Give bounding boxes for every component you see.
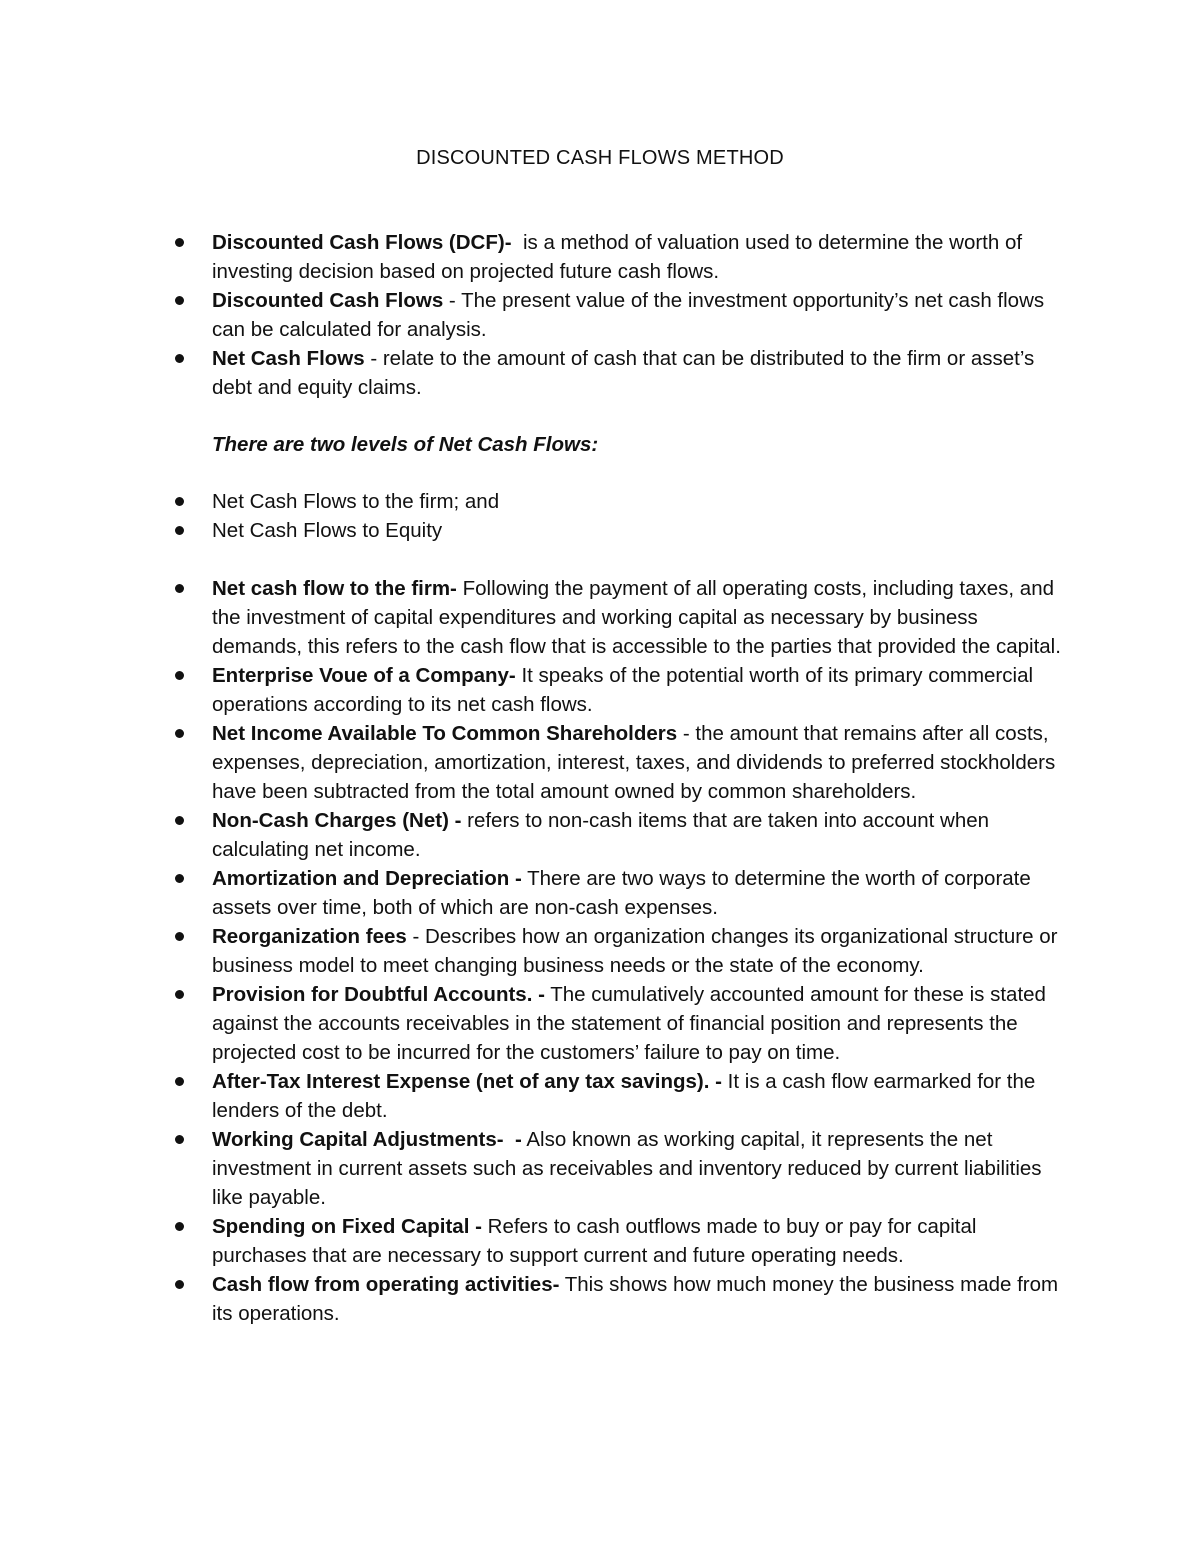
term-definition: The cumulatively accounted amount for these is stated against the accounts receivables in the statement of financial position and represents the projected cost to be incurred for the customers’ failure to pay on time. <box>212 983 1046 1064</box>
term-label: Enterprise Voue of a Company- <box>212 664 516 687</box>
term-definition: - Describes how an organization changes its organizational structure or business model to meet changing business needs or the state of the economy. <box>212 925 1058 977</box>
term-definition: refers to non-cash items that are taken into account when calculating net income. <box>212 809 990 861</box>
list-item <box>212 1067 1072 1125</box>
list-item <box>212 980 1072 1067</box>
list-item <box>212 719 1072 806</box>
term-definition: Refers to cash outflows made to buy or pay for capital purchases that are necessary to support current and future operating needs. <box>212 1215 977 1267</box>
term-definition: This shows how much money the business made from its operations. <box>212 1273 1059 1325</box>
list-item <box>212 286 1072 344</box>
term-definition: Also known as working capital, it represents the net investment in current assets such as receivables and inventory reduced by current liabilities like payable. <box>212 1128 1042 1209</box>
term-label: Spending on Fixed Capital - <box>212 1215 482 1238</box>
term-label: Non-Cash Charges (Net) - <box>212 809 462 832</box>
list-item <box>212 864 1072 922</box>
term-definition: It is a cash flow earmarked for the lenders of the debt. <box>212 1070 1036 1122</box>
term-definition: Following the payment of all operating costs, including taxes, and the investment of capital expenditures and working capital as necessary by business demands, this refers to the cash flow that is accessible to the parties that provided the capital. <box>212 577 1061 658</box>
term-label: Reorganization fees <box>212 925 407 948</box>
term-definition: It speaks of the potential worth of its primary commercial operations according to its net cash flows. <box>212 664 1034 716</box>
term-label: Amortization and Depreciation - <box>212 867 522 890</box>
term-definition: - the amount that remains after all costs, expenses, depreciation, amortization, interest, taxes, and dividends to preferred stockholders have been subtracted from the total amount owned by common shareholders. <box>212 722 1056 803</box>
term-label: Net Cash Flows <box>212 347 365 370</box>
term-label: After-Tax Interest Expense (net of any tax savings). - <box>212 1070 722 1093</box>
level-text: Net Cash Flows to the firm; and <box>212 490 500 513</box>
list-item <box>212 806 1072 864</box>
term-label: Net Income Available To Common Shareholders <box>212 722 678 745</box>
levels-note: There are two levels of Net Cash Flows: <box>212 433 599 456</box>
term-definition: is a method of valuation used to determine the worth of investing decision based on projected future cash flows. <box>212 231 1028 283</box>
list-item <box>212 574 1072 661</box>
list-item <box>212 344 1072 402</box>
list-item <box>212 487 1072 516</box>
list-item <box>212 228 1072 286</box>
list-item <box>212 922 1072 980</box>
levels-list <box>212 487 1072 545</box>
term-label: Discounted Cash Flows <box>212 289 444 312</box>
term-definition: - The present value of the investment opportunity’s net cash flows can be calculated for analysis. <box>212 289 1045 341</box>
term-label: Discounted Cash Flows (DCF)- <box>212 231 512 254</box>
list-item <box>212 516 1072 545</box>
term-definition: There are two ways to determine the worth of corporate assets over time, both of which are non-cash expenses. <box>212 867 1031 919</box>
terms-list <box>212 574 1072 1328</box>
term-label: Cash flow from operating activities- <box>212 1273 560 1296</box>
term-label: Net cash flow to the firm- <box>212 577 457 600</box>
list-item <box>212 1212 1072 1270</box>
list-item <box>212 1270 1072 1328</box>
term-definition: - relate to the amount of cash that can be distributed to the firm or asset’s debt and equity claims. <box>212 347 1035 399</box>
intro-list <box>212 228 1072 402</box>
list-item <box>212 661 1072 719</box>
level-text: Net Cash Flows to Equity <box>212 519 443 542</box>
term-label: Working Capital Adjustments- - <box>212 1128 522 1151</box>
list-item <box>212 1125 1072 1212</box>
page-title: DISCOUNTED CASH FLOWS METHOD <box>416 147 784 169</box>
term-label: Provision for Doubtful Accounts. - <box>212 983 545 1006</box>
